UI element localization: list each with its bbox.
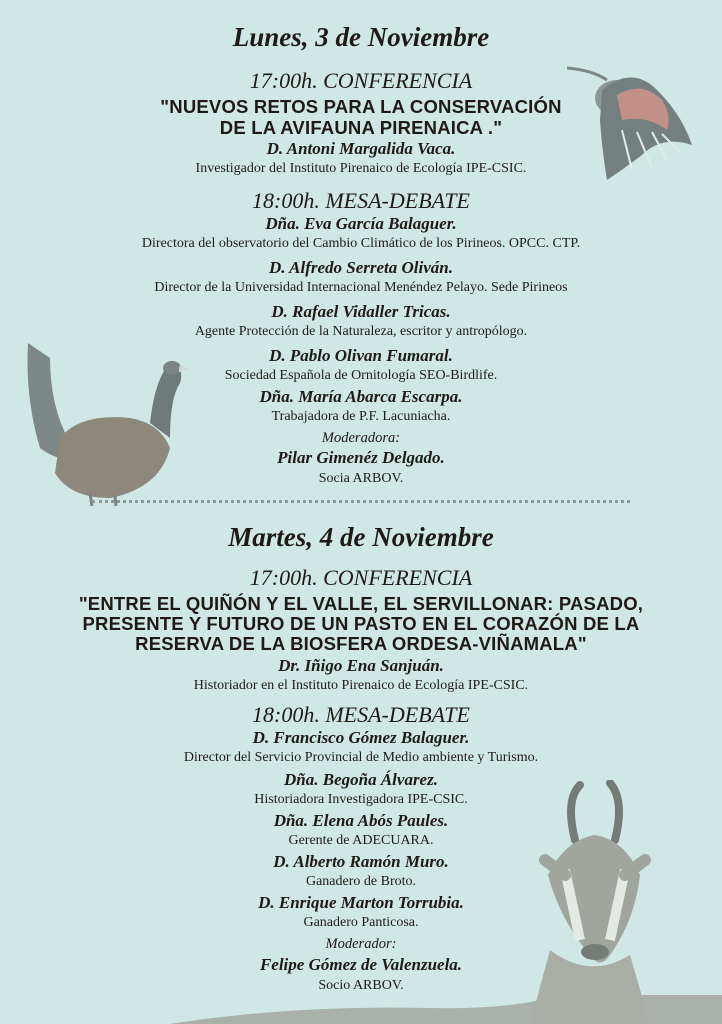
day1-participant-role: Trabajadora de P.F. Lacuniacha. [271,409,451,424]
day1-participant-role: Director de la Universidad Internacional Menéndez Pelayo. Sede Pirineos [154,280,568,295]
day1-conference-title-line1: "NUEVOS RETOS PARA LA CONSERVACIÓN [160,96,562,117]
day2-participant-role: Director del Servicio Provincial de Medio ambiente y Turismo. [183,750,539,765]
day2-participant-role: Ganadero Panticosa. [303,915,419,930]
section-divider [92,500,630,503]
day1-debate-time: 18:00h. MESA-DEBATE [252,188,470,213]
day2-date: Martes, 4 de Noviembre [228,522,494,552]
day2-participant-name: Dña. Elena Abós Paules. [273,811,449,830]
day1-participant-role: Agente Protección de la Naturaleza, escritor y antropólogo. [194,324,528,339]
day2-moderator-label: Moderador: [325,936,397,952]
day1-participant-name: Dña. Eva García Balaguer. [265,214,457,233]
day2-participant-role: Gerente de ADECUARA. [288,833,434,848]
day2-participant-name: Dña. Begoña Álvarez. [284,770,438,789]
day2-moderator-name: Felipe Gómez de Valenzuela. [259,955,463,974]
day2-conference-time: 17:00h. CONFERENCIA [249,565,473,590]
day1-conference-title-line2: DE LA AVIFAUNA PIRENAICA ." [219,117,503,138]
day1-conference-affiliation: Investigador del Instituto Pirenaico de Ecología IPE-CSIC. [195,161,527,176]
day2-participant-role: Historiadora Investigadora IPE-CSIC. [254,792,468,807]
day1-participant-name: Dña. María Abarca Escarpa. [259,387,463,406]
day1-moderator-name: Pilar Gimenéz Delgado. [277,448,445,467]
day2-conference-affiliation: Historiador en el Instituto Pirenaico de Ecología IPE-CSIC. [193,678,529,693]
day1-participant-name: D. Rafael Vidaller Tricas. [271,302,451,321]
day2-conference-title-line3: RESERVA DE LA BIOSFERA ORDESA-VIÑAMALA" [135,633,587,654]
day2-conference-speaker: Dr. Iñigo Ena Sanjuán. [278,656,444,675]
day2-participant-name: D. Alberto Ramón Muro. [273,852,449,871]
day2-participant-name: D. Enrique Marton Torrubia. [258,893,464,912]
day1-participant-name: D. Alfredo Serreta Oliván. [268,258,453,277]
day2-participant-name: D. Francisco Gómez Balaguer. [252,728,470,747]
day2-conference-title-line1: "ENTRE EL QUIÑÓN Y EL VALLE, EL SERVILLONAR: PASADO, [78,593,644,614]
day2-moderator-role: Socio ARBOV. [318,978,404,993]
day1-moderator-label: Moderadora: [321,430,401,446]
day1-participant-role: Sociedad Española de Ornitología SEO-Birdlife. [224,368,498,383]
day2-conference-title-line2: PRESENTE Y FUTURO DE UN PASTO EN EL CORAZÓN DE LA [82,613,640,634]
day1-participant-role: Directora del observatorio del Cambio Climático de los Pirineos. OPCC. CTP. [141,236,581,251]
day2-debate-time: 18:00h. MESA-DEBATE [252,702,470,727]
day1-conference-speaker: D. Antoni Margalida Vaca. [266,139,456,158]
day1-participant-name: D. Pablo Olivan Fumaral. [269,346,453,365]
day1-conference-time: 17:00h. CONFERENCIA [249,68,473,93]
day2-participant-role: Ganadero de Broto. [305,874,417,889]
day1-date: Lunes, 3 de Noviembre [232,22,490,52]
day1-moderator-role: Socia ARBOV. [318,471,404,486]
